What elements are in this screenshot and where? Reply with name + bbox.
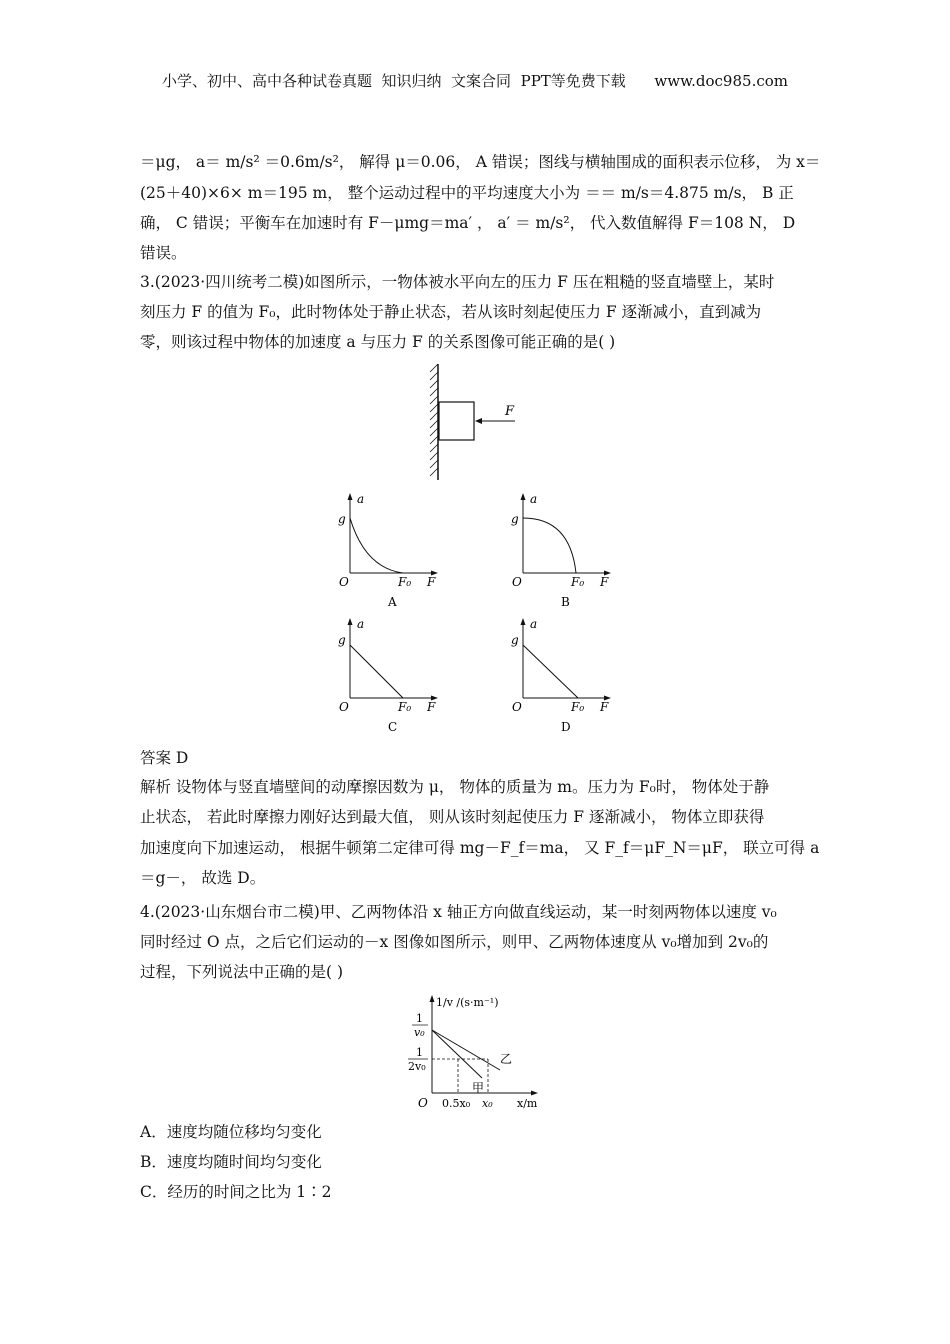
x-tick-half: 0.5x₀ xyxy=(442,1097,471,1110)
curve-b xyxy=(523,518,576,573)
q3-analysis-line-1: 解析 设物体与竖直墙壁间的动摩擦因数为 μ， 物体的质量为 m。压力为 F₀时， 物体处于静 xyxy=(140,778,770,796)
f0-label: F₀ xyxy=(571,700,585,714)
f0-label: F₀ xyxy=(398,575,412,589)
q3-stem-line-2: 刻压力 F 的值为 F₀，此时物体处于静止状态，若从该时刻起使压力 F 逐渐减小，直到减为 xyxy=(140,303,762,321)
prev-solution-line-2: (25＋40)×6× m＝195 m， 整个运动过程中的平均速度大小为 ＝＝ m/s＝4.875 m/s， B 正 xyxy=(140,184,794,202)
y-tick-mid-num: 1 xyxy=(416,1046,423,1059)
g-label: g xyxy=(338,512,346,526)
y-axis-label: 1/v /(s·m⁻¹) xyxy=(436,996,499,1009)
inverse-velocity-graph xyxy=(400,990,550,1115)
q4-stem-line-2: 同时经过 O 点，之后它们运动的－x 图像如图所示，则甲、乙两物体速度从 v₀增加到 2v₀的 xyxy=(140,933,769,951)
origin-label: O xyxy=(512,575,522,589)
q3-analysis-line-3: 加速度向下加速运动， 根据牛顿第二定律可得 mg－F_f＝ma， 又 F_f＝μF_N＝μF， 联立可得 a xyxy=(140,839,820,857)
graph-d-label: D xyxy=(561,720,571,734)
q4-option-a: A．速度均随位移均匀变化 xyxy=(140,1123,322,1141)
graph-c-label: C xyxy=(388,720,398,734)
y-tick-top-den: v₀ xyxy=(414,1026,425,1039)
y-axis-label: a xyxy=(357,492,365,506)
q4-stem-line-1: 4.(2023·山东烟台市二模)甲、乙两物体沿 x 轴正方向做直线运动，某一时刻两物体以速度 v₀ xyxy=(140,903,777,921)
q3-answer: 答案 D xyxy=(140,749,189,767)
origin-label: O xyxy=(418,1096,428,1110)
q4-option-c: C．经历的时间之比为 1∶2 xyxy=(140,1183,332,1201)
curve-a xyxy=(350,518,403,573)
g-label: g xyxy=(511,512,519,526)
y-tick-top-num: 1 xyxy=(416,1012,423,1025)
line-c xyxy=(350,645,403,698)
line-d xyxy=(523,645,578,698)
q3-stem-line-3: 零，则该过程中物体的加速度 a 与压力 F 的关系图像可能正确的是( ) xyxy=(140,333,616,351)
graph-a-label: A xyxy=(388,595,397,609)
prev-solution-line-1: ＝μg， a＝ m/s² ＝0.6m/s²， 解得 μ＝0.06， A 错误；图线与横轴围成的面积表示位移， 为 x＝ xyxy=(140,153,821,171)
g-label: g xyxy=(511,633,519,647)
graph-b-label: B xyxy=(561,595,570,609)
x-axis-label: F xyxy=(427,575,436,589)
q4-option-b: B．速度均随时间均匀变化 xyxy=(140,1153,322,1171)
line-yi-label: 乙 xyxy=(500,1052,513,1066)
prev-solution-line-4: 错误。 xyxy=(140,244,187,262)
origin-label: O xyxy=(339,575,349,589)
q3-analysis-line-2: 止状态， 若此时摩擦力刚好达到最大值， 则从该时刻起使压力 F 逐渐减小， 物体立即获得 xyxy=(140,808,765,826)
line-jia-label: 甲 xyxy=(472,1081,485,1095)
prev-solution-line-3: 确， C 错误；平衡车在加速时有 F－μmg＝ma′ ， a′ ＝ m/s²， 代入数值解得 F＝108 N， D xyxy=(140,214,796,232)
y-axis-label: a xyxy=(530,492,538,506)
graph-d xyxy=(508,615,618,740)
q3-analysis-line-4: ＝g－， 故选 D。 xyxy=(140,869,266,887)
x-axis-label: F xyxy=(427,700,436,714)
x-axis-label: x/m xyxy=(517,1097,538,1110)
force-label: F xyxy=(505,404,515,419)
line-jia xyxy=(432,1030,482,1078)
y-axis-label: a xyxy=(530,617,538,631)
q3-stem-line-1: 3.(2023·四川统考二模)如图所示，一物体被水平向左的压力 F 压在粗糙的竖直墙壁上，某时 xyxy=(140,273,775,291)
f0-label: F₀ xyxy=(398,700,412,714)
block xyxy=(439,402,474,440)
f0-label: F₀ xyxy=(571,575,585,589)
y-tick-mid-den: 2v₀ xyxy=(408,1060,426,1073)
origin-label: O xyxy=(339,700,349,714)
graph-c xyxy=(335,615,445,740)
wall-block-figure xyxy=(420,362,530,482)
x-axis-label: F xyxy=(600,700,609,714)
q4-stem-line-3: 过程，下列说法中正确的是( ) xyxy=(140,963,344,981)
page-header: 小学、初中、高中各种试卷真题 知识归纳 文案合同 PPT等免费下载 www.doc985.com xyxy=(161,72,788,90)
g-label: g xyxy=(338,633,346,647)
y-axis-label: a xyxy=(357,617,365,631)
x-tick-full: x₀ xyxy=(482,1097,493,1110)
graph-b xyxy=(508,490,618,615)
origin-label: O xyxy=(512,700,522,714)
x-axis-label: F xyxy=(600,575,609,589)
graph-a xyxy=(335,490,445,615)
line-yi xyxy=(432,1030,500,1070)
